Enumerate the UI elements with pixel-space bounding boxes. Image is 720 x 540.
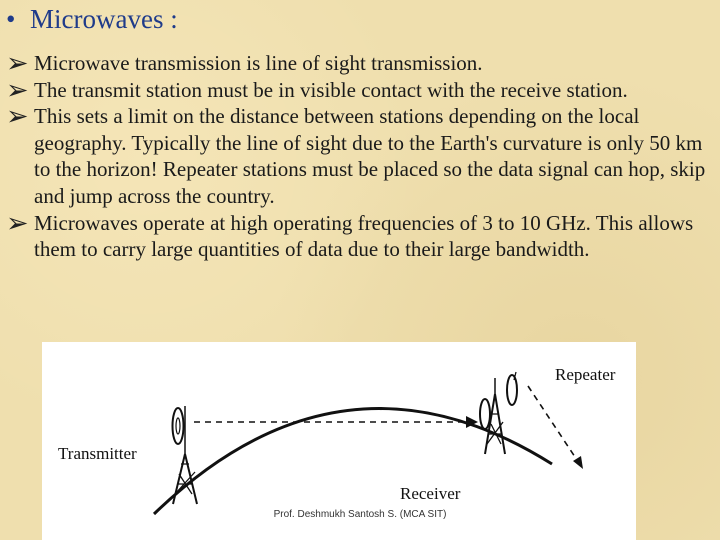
arrow-bullet-icon: ➢ bbox=[6, 74, 29, 105]
bullet-text: The transmit station must be in visible contact with the receive station. bbox=[34, 77, 628, 102]
title-bullet: • bbox=[6, 4, 16, 34]
bullet-text: This sets a limit on the distance between stations depending on the local geography. Typically the line of sight due to the Earth's curvature is only 50 km to the horizon! Repeater stations must be placed so the data signal can hop, skip and jump across the country. bbox=[34, 104, 706, 208]
receiver-label: Receiver bbox=[400, 484, 461, 503]
bullet-item bbox=[6, 103, 718, 209]
footer-credit: Prof. Deshmukh Santosh S. (MCA SIT) bbox=[273, 509, 447, 520]
arrow-bullet-icon: ➢ bbox=[6, 207, 29, 238]
arrow-bullet-icon: ➢ bbox=[6, 48, 29, 78]
transmitter-tower-icon bbox=[173, 406, 198, 504]
bullet-text: Microwave transmission is line of sight transmission. bbox=[34, 51, 483, 75]
bullet-list bbox=[6, 50, 718, 263]
bullet-item bbox=[6, 74, 718, 105]
bullet-text: Microwaves operate at high operating frequencies of 3 to 10 GHz. This allows them to carry large quantities of data due to their large bandwidth. bbox=[34, 210, 694, 262]
slide-title-text: Microwaves : bbox=[30, 4, 178, 34]
transmitter-label: Transmitter bbox=[58, 444, 137, 463]
repeater-signal-line bbox=[528, 386, 577, 460]
bullet-item bbox=[6, 50, 718, 77]
repeater-label: Repeater bbox=[555, 365, 616, 384]
slide-title bbox=[6, 4, 178, 35]
repeater-arrow-icon bbox=[573, 456, 583, 469]
bullet-item bbox=[6, 207, 718, 263]
arrow-bullet-icon: ➢ bbox=[6, 101, 29, 132]
earth-curvature-line bbox=[154, 409, 552, 514]
